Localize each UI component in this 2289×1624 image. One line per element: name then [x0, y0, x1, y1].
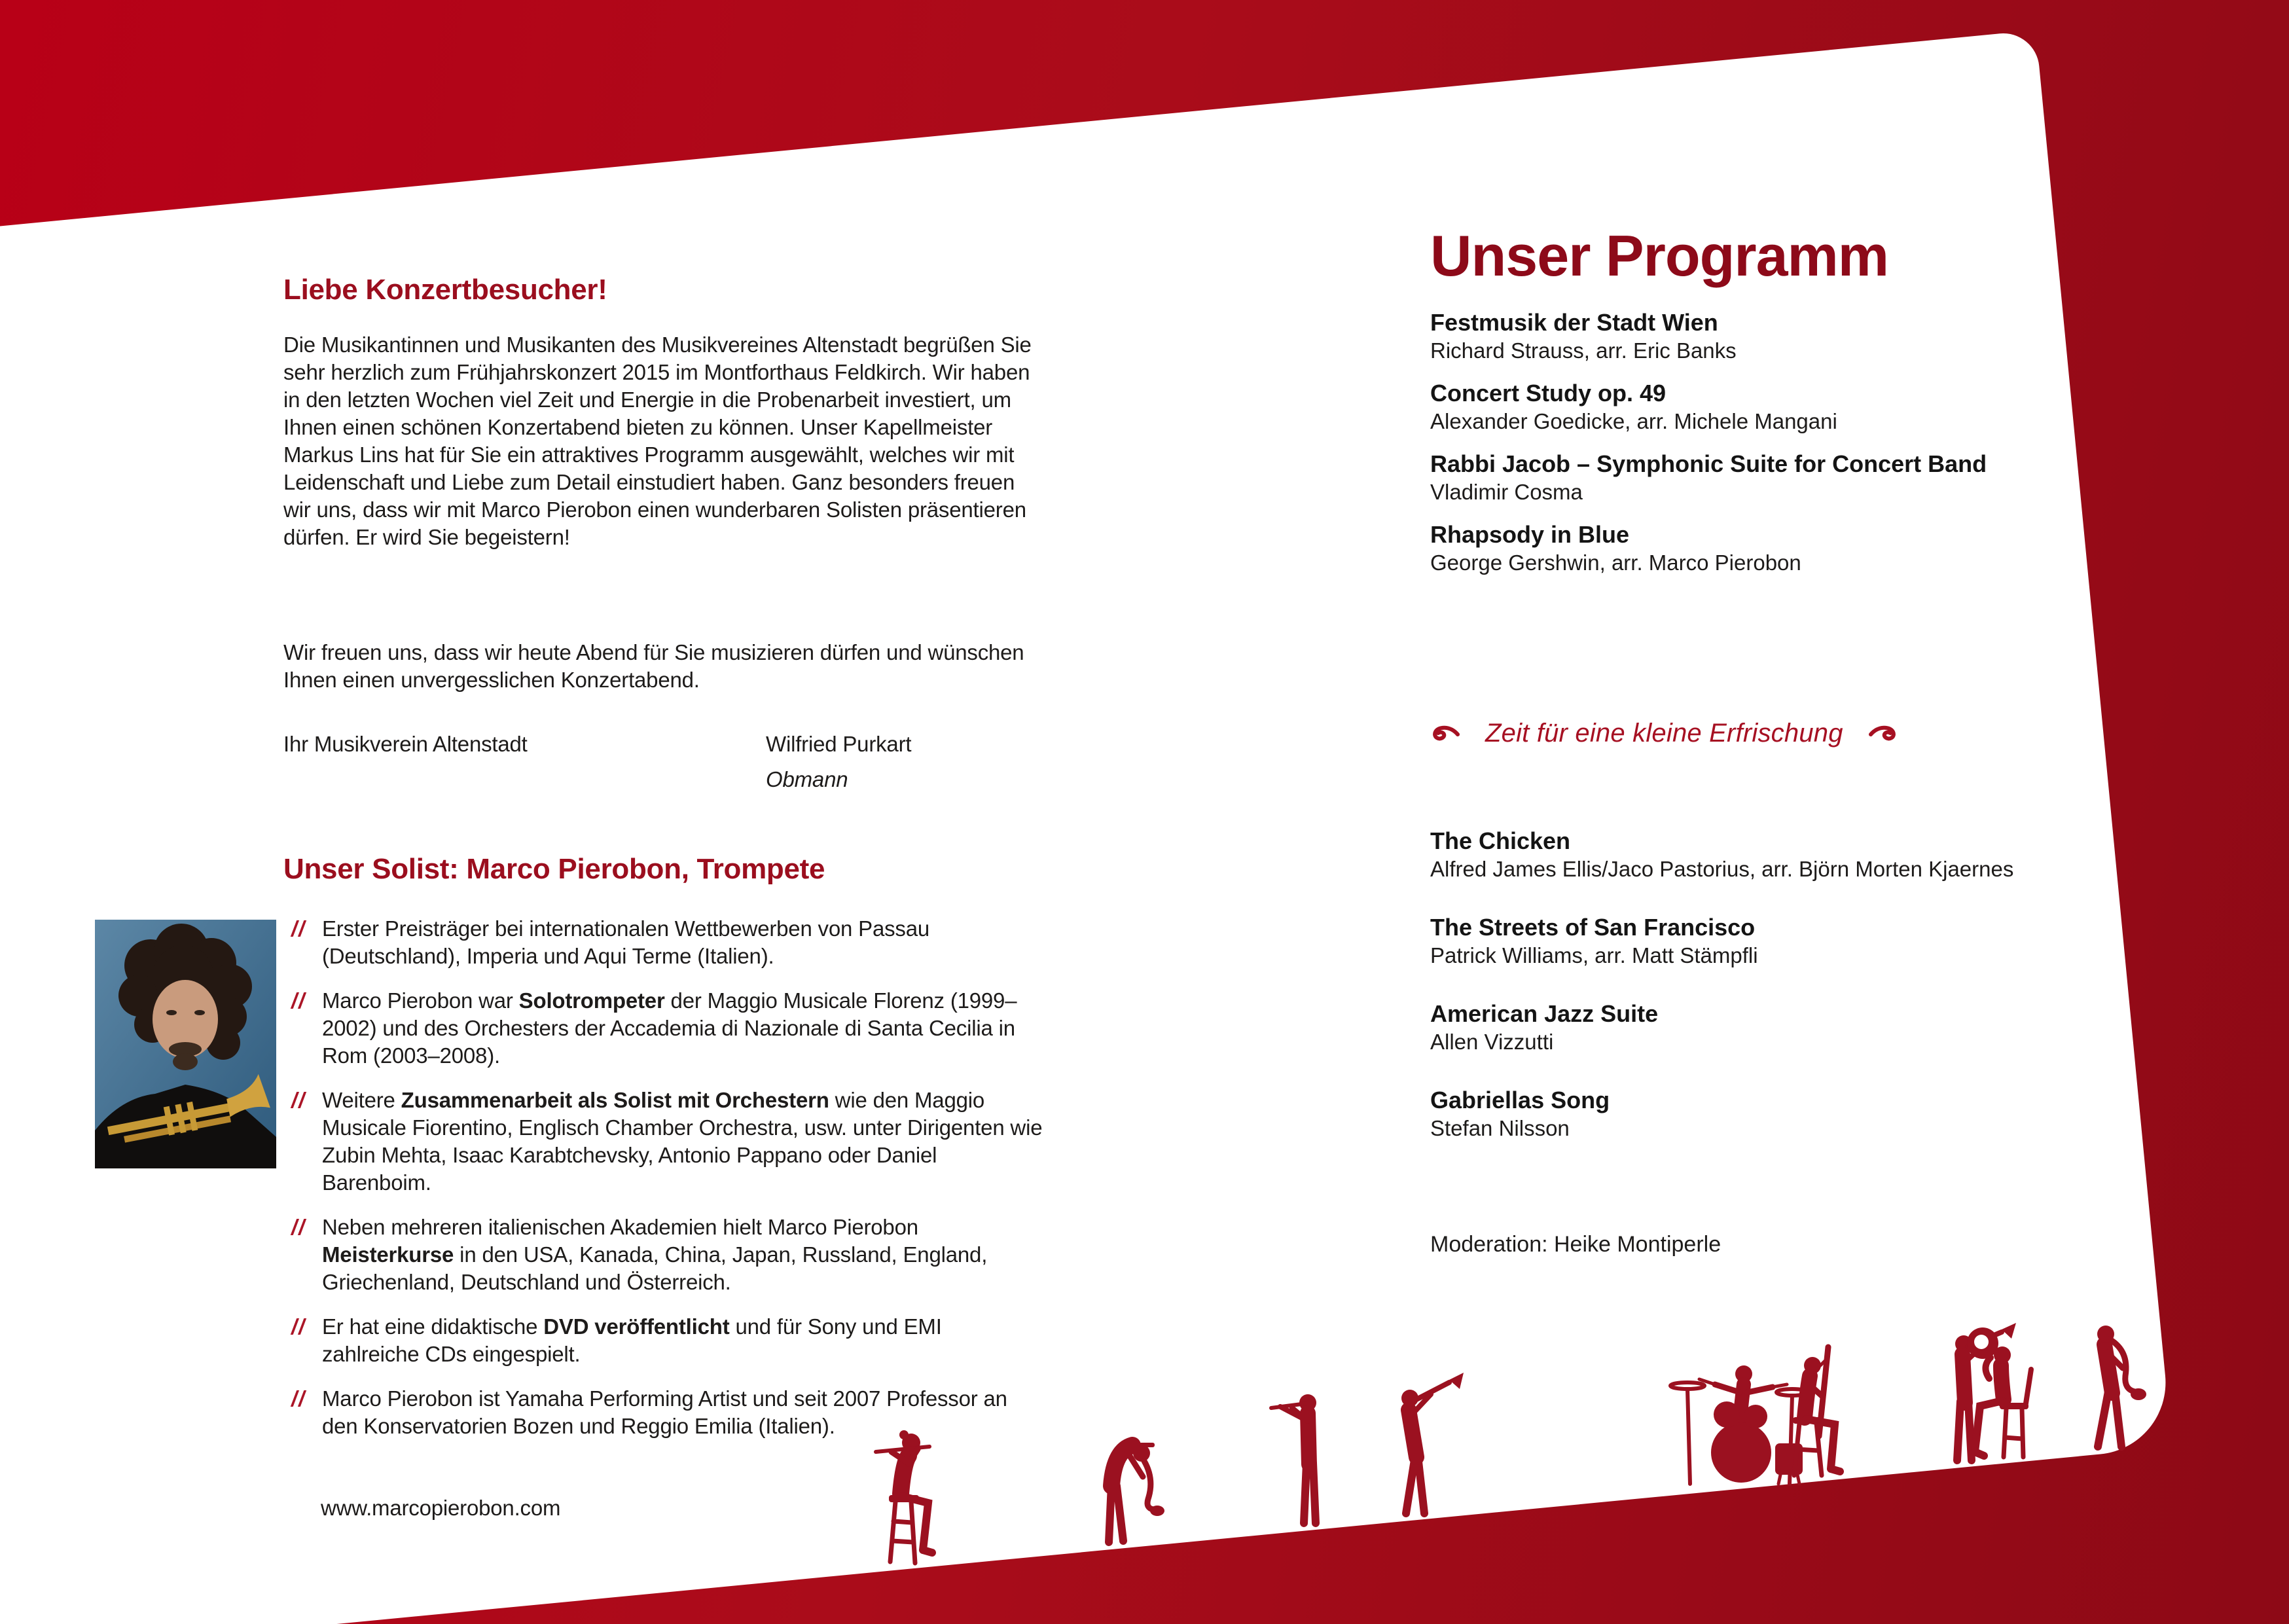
piece-composer: Alfred James Ellis/Jaco Pastorius, arr. Björn Morten Kjaernes	[1430, 857, 2014, 881]
program-list-2	[1430, 826, 2209, 1172]
portrait-illustration	[95, 920, 276, 1168]
double-slash-icon: //	[291, 1088, 306, 1112]
soloist-fact-item	[291, 915, 1044, 970]
double-slash-icon: //	[291, 1215, 306, 1239]
soloist-fact-text: Neben mehreren italienischen Akademien hielt Marco Pierobon Meisterkurse in den USA, Kanada, China, Japan, Russland, England, Griechenland, Deutschland und Österreich.	[322, 1215, 988, 1294]
double-slash-icon: //	[291, 988, 306, 1013]
intro-paragraph: Die Musikantinnen und Musikanten des Musikvereines Altenstadt begrüßen Sie sehr herzlich zum Frühjahrskonzert 2015 im Montforthaus Feldkirch. Wir haben in den letzten Wochen viel Zeit und Energie in die Probenarbeit investiert, um Ihnen einen schönen Konzertabend bieten zu können. Unser Kapellmeister Markus Lins hat für Sie ein attraktives Programm ausgewählt, welches wir mit Leidenschaft und Liebe zum Detail einstudiert haben. Ganz besonders freuen wir uns, dass wir mit Marco Pierobon einen wunderbaren Solisten präsentieren dürfen. Er wird Sie begeistern!	[283, 333, 1032, 549]
signoff-name-block	[766, 731, 911, 793]
program-item	[1430, 520, 2209, 576]
piece-composer: Vladimir Cosma	[1430, 480, 1583, 504]
beard	[173, 1053, 198, 1070]
soloist-fact-text: Marco Pierobon ist Yamaha Performing Artist und seit 2007 Professor an den Konservatorien Bozen und Reggio Emilia (Italien).	[322, 1386, 1007, 1438]
interlude-row	[1430, 719, 1898, 748]
piece-title: The Chicken	[1430, 827, 1571, 854]
greeting-heading: Liebe Konzertbesucher!	[283, 274, 607, 306]
program-item	[1430, 826, 2209, 882]
signoff-org: Ihr Musikverein Altenstadt	[283, 732, 528, 756]
piece-title: The Streets of San Francisco	[1430, 914, 1756, 941]
program-item	[1430, 308, 2209, 364]
piece-composer: George Gershwin, arr. Marco Pierobon	[1430, 550, 1801, 575]
soloist-facts-list	[291, 915, 1044, 1457]
soloist-fact-item	[291, 987, 1044, 1070]
program-title: Unser Programm	[1430, 223, 1889, 288]
fleuron-right-icon	[1868, 723, 1898, 745]
soloist-fact-item	[291, 1385, 1044, 1440]
program-item	[1430, 1085, 2209, 1142]
moderation-line: Moderation: Heike Montiperle	[1430, 1232, 1721, 1257]
double-slash-icon: //	[291, 1314, 306, 1339]
soloist-fact-item	[291, 1214, 1044, 1296]
soloist-fact-text: Marco Pierobon war Solotrompeter der Maggio Musicale Florenz (1999–2002) und des Orchesters der Accademia di Nazionale di Santa Cecilia in Rom (2003–2008).	[322, 988, 1017, 1068]
piece-title: Rhapsody in Blue	[1430, 521, 1630, 548]
piece-title: Rabbi Jacob – Symphonic Suite for Concert Band	[1430, 450, 1987, 477]
double-slash-icon: //	[291, 1386, 306, 1411]
program-item	[1430, 912, 2209, 969]
piece-title: Festmusik der Stadt Wien	[1430, 309, 1718, 336]
thanks-paragraph: Wir freuen uns, dass wir heute Abend für Sie musizieren dürfen und wünschen Ihnen einen unvergesslichen Konzertabend.	[283, 640, 1024, 692]
soloist-fact-item	[291, 1313, 1044, 1368]
piece-composer: Alexander Goedicke, arr. Michele Mangani	[1430, 409, 1837, 433]
website-url: www.marcopierobon.com	[321, 1496, 561, 1520]
soloist-heading: Unser Solist: Marco Pierobon, Trompete	[283, 853, 825, 885]
interlude-text: Zeit für eine kleine Erfrischung	[1485, 719, 1843, 748]
piece-composer: Patrick Williams, arr. Matt Stämpfli	[1430, 943, 1758, 967]
piece-composer: Richard Strauss, arr. Eric Banks	[1430, 338, 1737, 363]
program-list-1	[1430, 308, 2209, 590]
soloist-fact-text: Er hat eine didaktische DVD veröffentlicht und für Sony und EMI zahlreiche CDs eingespielt.	[322, 1314, 942, 1366]
signoff-name: Wilfried Purkart	[766, 732, 912, 756]
program-item	[1430, 378, 2209, 435]
soloist-fact-text: Erster Preisträger bei internationalen Wettbewerben von Passau (Deutschland), Imperia und Aqui Terme (Italien).	[322, 916, 930, 968]
soloist-photo	[95, 920, 276, 1168]
piece-composer: Stefan Nilsson	[1430, 1116, 1570, 1140]
soloist-fact-text: Weitere Zusammenarbeit als Solist mit Orchestern wie den Maggio Musicale Fiorentino, Englisch Chamber Orchestra, usw. unter Dirigenten wie Zubin Mehta, Isaac Karabtchevsky, Antonio Pappano oder Daniel Barenboim.	[322, 1088, 1043, 1195]
signoff-role: Obmann	[766, 767, 848, 791]
program-item	[1430, 999, 2209, 1055]
piece-title: Concert Study op. 49	[1430, 380, 1667, 406]
program-item	[1430, 449, 2209, 505]
piece-title: Gabriellas Song	[1430, 1087, 1610, 1113]
fleuron-left-icon	[1430, 723, 1460, 745]
soloist-fact-item	[291, 1087, 1044, 1197]
piece-composer: Allen Vizzutti	[1430, 1030, 1554, 1054]
signoff-row	[283, 731, 1046, 791]
piece-title: American Jazz Suite	[1430, 1000, 1659, 1027]
double-slash-icon: //	[291, 916, 306, 941]
